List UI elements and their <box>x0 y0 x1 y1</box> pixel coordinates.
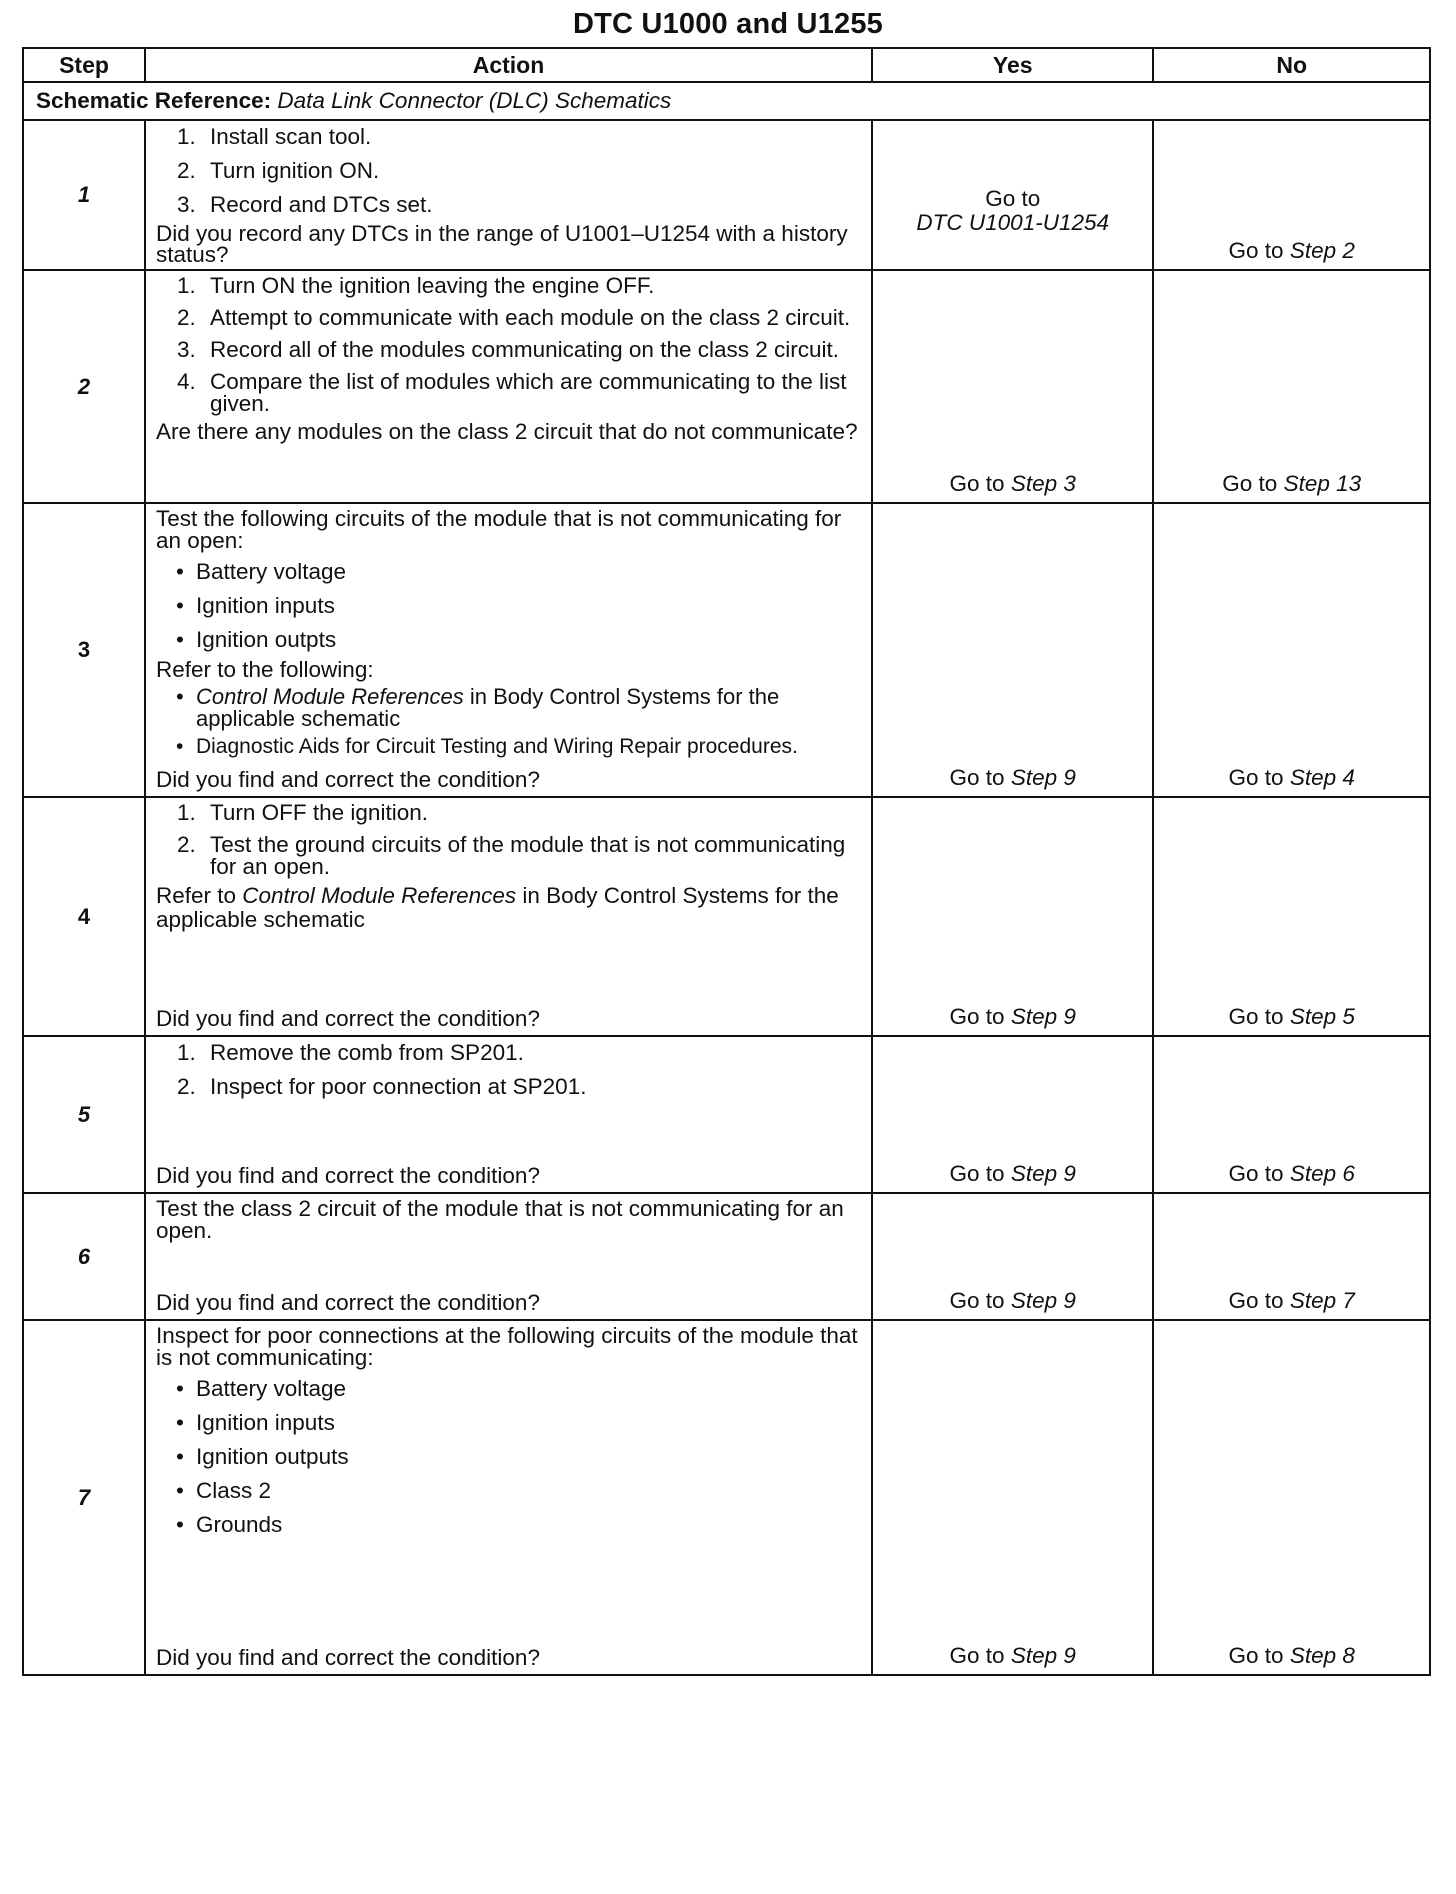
list-item: • Battery voltage <box>196 560 863 584</box>
question: Did you find and correct the condition? <box>155 1006 540 1031</box>
yes-link[interactable]: Step 9 <box>1010 765 1076 790</box>
yes-cell <box>872 1320 1153 1675</box>
yes-label: Go to <box>949 1161 1005 1186</box>
action-list <box>156 1041 863 1109</box>
no-link[interactable]: Step 13 <box>1283 471 1362 496</box>
intro-text: Inspect for poor connections at the following circuits of the module that is not communicating: <box>155 1323 858 1370</box>
table-row <box>23 120 1430 270</box>
action-cell <box>145 1193 872 1320</box>
no-cell <box>1153 1036 1430 1193</box>
list-item <box>196 686 863 730</box>
header-row <box>23 48 1430 82</box>
yes-link[interactable]: Step 3 <box>1010 471 1076 496</box>
question: Did you find and correct the condition? <box>155 1645 540 1670</box>
question: Did you find and correct the condition? <box>155 1163 540 1188</box>
reference-text: in Body Control Systems for the applicable schematic <box>155 883 839 932</box>
action-cell <box>145 1036 872 1193</box>
yes-cell <box>872 120 1153 270</box>
no-label: Go to <box>1228 1004 1284 1029</box>
yes-label: Go to <box>985 186 1041 211</box>
schematic-row <box>23 82 1430 120</box>
step-number: 3 <box>23 503 145 797</box>
yes-link[interactable]: DTC U1001-U1254 <box>916 210 1109 235</box>
list-item: 1. Remove the comb from SP201. <box>202 1041 863 1065</box>
list-item: 1. Turn ON the ignition leaving the engine OFF. <box>202 275 863 297</box>
list-item: • Grounds <box>196 1513 863 1537</box>
no-cell <box>1153 270 1430 503</box>
list-item: 2. Test the ground circuits of the module that is not communicating for an open. <box>202 834 863 878</box>
list-item: • Diagnostic Aids for Circuit Testing and Wiring Repair procedures. <box>196 736 863 758</box>
question: Did you record any DTCs in the range of U1001–U1254 with a history status? <box>155 221 848 267</box>
no-cell <box>1153 120 1430 270</box>
intro-text: Test the following circuits of the module that is not communicating for an open: <box>155 506 842 553</box>
list-item: 1. Install scan tool. <box>202 125 863 149</box>
action-list <box>156 802 863 878</box>
question: Are there any modules on the class 2 circuit that do not communicate? <box>155 419 858 444</box>
action-list <box>156 125 863 217</box>
no-link[interactable]: Step 5 <box>1289 1004 1355 1029</box>
no-label: Go to <box>1228 1288 1284 1313</box>
no-link[interactable]: Step 8 <box>1289 1643 1355 1668</box>
step-number: 6 <box>23 1193 145 1320</box>
list-item: • Ignition outputs <box>196 1445 863 1469</box>
list-item: • Class 2 <box>196 1479 863 1503</box>
question: Did you find and correct the condition? <box>155 1290 540 1315</box>
action-cell <box>145 120 872 270</box>
intro-text: Test the class 2 circuit of the module that is not communicating for an open. <box>155 1196 844 1243</box>
list-item: 4. Compare the list of modules which are communicating to the list given. <box>202 371 863 415</box>
yes-cell <box>872 270 1153 503</box>
list-item: 3. Record all of the modules communicating on the class 2 circuit. <box>202 339 863 361</box>
table-row <box>23 503 1430 797</box>
step-number: 1 <box>23 120 145 270</box>
page-title: DTC U1000 and U1255 <box>572 8 884 40</box>
header-step: Step <box>23 48 145 82</box>
table-row <box>23 1036 1430 1193</box>
step-number: 7 <box>23 1320 145 1675</box>
step-number: 2 <box>23 270 145 503</box>
no-cell <box>1153 1320 1430 1675</box>
no-link[interactable]: Step 6 <box>1289 1161 1355 1186</box>
bullet-list <box>156 1377 863 1537</box>
yes-cell <box>872 1036 1153 1193</box>
list-item: 1. Turn OFF the ignition. <box>202 802 863 824</box>
refer-text <box>156 884 863 932</box>
no-label: Go to <box>1228 765 1284 790</box>
header-no: No <box>1153 48 1430 82</box>
header-yes: Yes <box>872 48 1153 82</box>
yes-label: Go to <box>949 1288 1005 1313</box>
list-item: 2. Inspect for poor connection at SP201. <box>202 1075 863 1099</box>
step-number: 5 <box>23 1036 145 1193</box>
reference-link[interactable]: Control Module References <box>242 883 517 908</box>
reference-link[interactable]: Control Module References <box>195 684 464 709</box>
no-label: Go to <box>1228 1161 1284 1186</box>
schematic-label: Schematic Reference: <box>36 88 272 113</box>
no-link[interactable]: Step 7 <box>1289 1288 1355 1313</box>
table-row <box>23 797 1430 1036</box>
schematic-link[interactable]: Data Link Connector (DLC) Schematics <box>277 88 672 113</box>
bullet-list <box>156 560 863 652</box>
no-cell <box>1153 503 1430 797</box>
yes-label: Go to <box>949 471 1005 496</box>
yes-label: Go to <box>949 1004 1005 1029</box>
yes-cell <box>872 797 1153 1036</box>
yes-link[interactable]: Step 9 <box>1010 1643 1076 1668</box>
action-list <box>156 275 863 415</box>
refer-text: Refer to the following: <box>155 657 374 682</box>
yes-link[interactable]: Step 9 <box>1010 1161 1076 1186</box>
question: Did you find and correct the condition? <box>155 767 540 792</box>
list-item: • Ignition inputs <box>196 594 863 618</box>
list-item: • Battery voltage <box>196 1377 863 1401</box>
step-number: 4 <box>23 797 145 1036</box>
yes-link[interactable]: Step 9 <box>1010 1004 1076 1029</box>
yes-label: Go to <box>949 1643 1005 1668</box>
list-item: 2. Turn ignition ON. <box>202 159 863 183</box>
list-item: • Ignition inputs <box>196 1411 863 1435</box>
reference-list <box>156 686 863 758</box>
action-cell <box>145 1320 872 1675</box>
diagnostic-table <box>22 47 1431 1676</box>
refer-prefix: Refer to <box>155 883 243 908</box>
schematic-reference <box>23 82 1430 120</box>
yes-link[interactable]: Step 9 <box>1010 1288 1076 1313</box>
table-row <box>23 1193 1430 1320</box>
list-item: 2. Attempt to communicate with each module on the class 2 circuit. <box>202 307 863 329</box>
table-row <box>23 1320 1430 1675</box>
yes-label: Go to <box>949 765 1005 790</box>
action-cell <box>145 797 872 1036</box>
list-item: 3. Record and DTCs set. <box>202 193 863 217</box>
reference-text: in Body Control Systems for the applicable schematic <box>195 684 780 731</box>
no-cell <box>1153 797 1430 1036</box>
action-cell <box>145 503 872 797</box>
no-cell <box>1153 1193 1430 1320</box>
no-label: Go to <box>1222 471 1278 496</box>
yes-cell <box>872 503 1153 797</box>
no-label: Go to <box>1228 1643 1284 1668</box>
no-link[interactable]: Step 2 <box>1289 238 1355 263</box>
no-link[interactable]: Step 4 <box>1289 765 1355 790</box>
list-item: • Ignition outpts <box>196 628 863 652</box>
action-cell <box>145 270 872 503</box>
table-row <box>23 270 1430 503</box>
yes-cell <box>872 1193 1153 1320</box>
header-action: Action <box>145 48 872 82</box>
no-label: Go to <box>1228 238 1284 263</box>
